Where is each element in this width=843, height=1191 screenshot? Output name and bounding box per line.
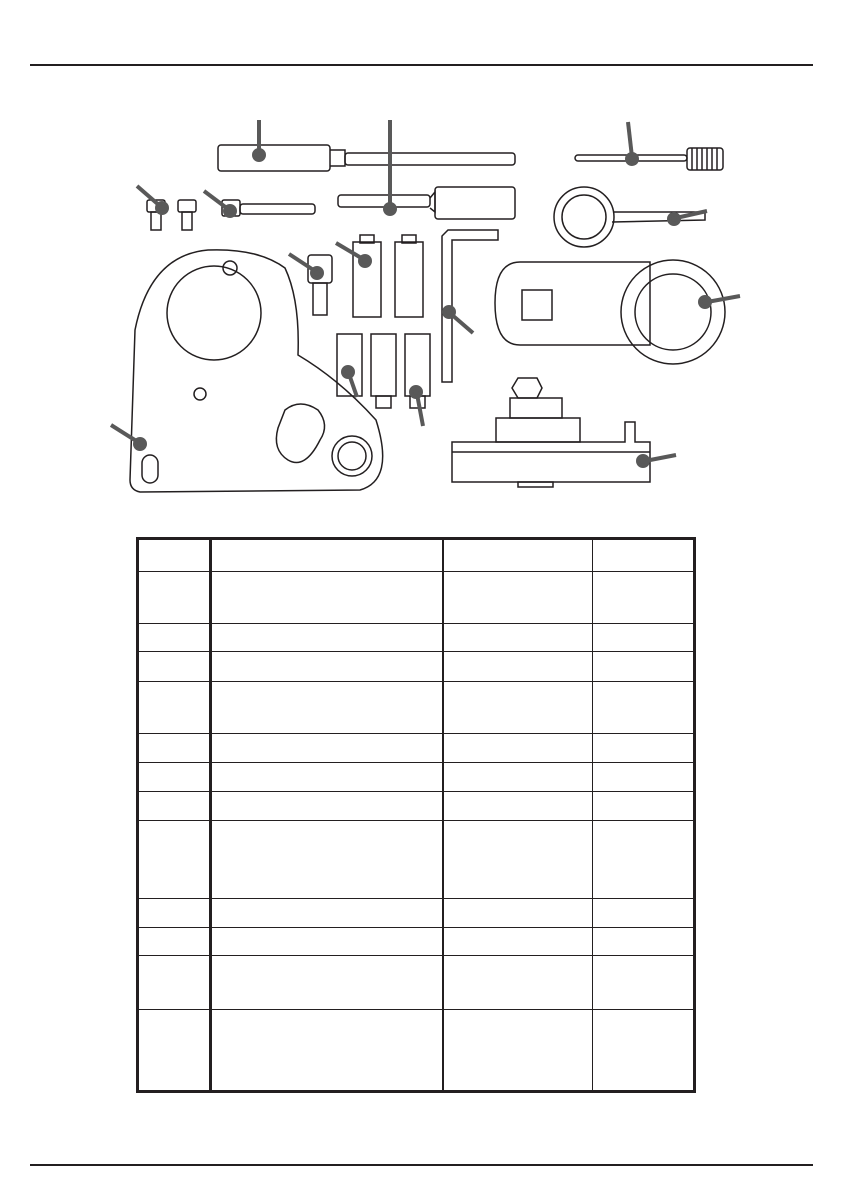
table-cell (211, 682, 444, 734)
table-cell (593, 624, 695, 652)
table-cell (443, 734, 593, 763)
table-cell (211, 572, 444, 624)
table-cell (211, 792, 444, 821)
table-cell (593, 734, 695, 763)
table-cell (138, 682, 211, 734)
table-cell (443, 821, 593, 899)
table-cell (211, 734, 444, 763)
table-row (138, 899, 695, 928)
table-cell (138, 652, 211, 682)
column-header (138, 539, 211, 572)
table-row (138, 763, 695, 792)
table-cell (138, 624, 211, 652)
table-row (138, 624, 695, 652)
crankshaft-locking-tool (452, 378, 650, 487)
column-header (211, 539, 444, 572)
column-header (443, 539, 593, 572)
table-cell (443, 763, 593, 792)
table-cell (443, 928, 593, 956)
header-rule (30, 64, 813, 66)
footer-rule (30, 1164, 813, 1166)
table-cell (443, 1010, 593, 1092)
table-cell (211, 928, 444, 956)
table-row (138, 792, 695, 821)
table-cell (138, 572, 211, 624)
table-cell (138, 763, 211, 792)
table-row (138, 928, 695, 956)
column-header (593, 539, 695, 572)
camshaft-holding-tool (495, 260, 725, 364)
table-cell (211, 899, 444, 928)
table-cell (593, 572, 695, 624)
table-cell (211, 652, 444, 682)
table-cell (443, 792, 593, 821)
locking-pin-knurled (575, 148, 723, 170)
table-row (138, 956, 695, 1010)
table-cell (138, 1010, 211, 1092)
table-cell (443, 572, 593, 624)
table-cell (593, 956, 695, 1010)
table-row (138, 652, 695, 682)
table-header-row (138, 539, 695, 572)
table-cell (593, 792, 695, 821)
table-cell (593, 821, 695, 899)
table-cell (138, 928, 211, 956)
table-cell (211, 821, 444, 899)
table-cell (138, 956, 211, 1010)
table-row (138, 1010, 695, 1092)
parts-table (136, 537, 696, 1093)
table-cell (593, 1010, 695, 1092)
long-timing-pin-2 (338, 187, 515, 219)
table-cell (138, 792, 211, 821)
table-cell (138, 899, 211, 928)
table-cell (443, 899, 593, 928)
table-cell (593, 899, 695, 928)
table-cell (211, 1010, 444, 1092)
table-cell (593, 928, 695, 956)
callouts (111, 120, 740, 466)
table-cell (443, 956, 593, 1010)
table-cell (138, 734, 211, 763)
table-cell (593, 682, 695, 734)
table-row (138, 572, 695, 624)
table-row (138, 682, 695, 734)
table-cell (211, 624, 444, 652)
table-cell (443, 652, 593, 682)
table-cell (443, 682, 593, 734)
table-cell (211, 763, 444, 792)
table-cell (593, 763, 695, 792)
table-row (138, 734, 695, 763)
table-cell (211, 956, 444, 1010)
table-cell (138, 821, 211, 899)
table-row (138, 821, 695, 899)
table-cell (443, 624, 593, 652)
tool-kit-illustration (0, 100, 843, 520)
table-cell (593, 652, 695, 682)
